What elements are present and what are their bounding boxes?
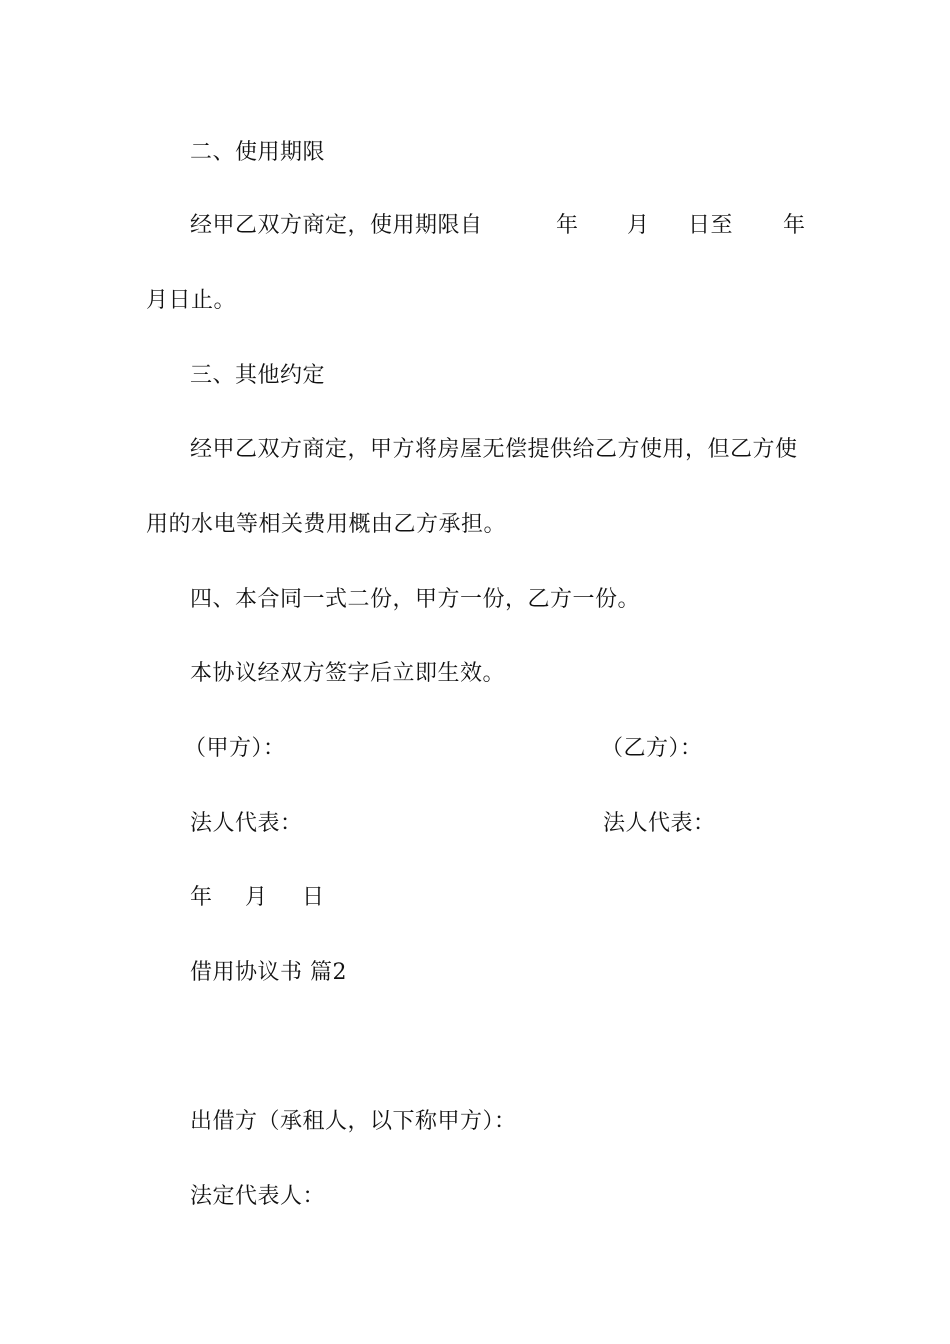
section-2-text-line-2: 月日止。	[146, 288, 237, 313]
legal-representative-line: 法定代表人：	[190, 1184, 326, 1209]
signature-date-day: 日	[302, 885, 325, 910]
next-agreement-title: 借用协议书 篇2	[190, 960, 347, 985]
signature-date-year: 年	[190, 885, 213, 910]
section-2-month: 月	[627, 213, 650, 238]
section-2-day-to: 日至	[688, 213, 734, 238]
party-a-label: （甲方）：	[184, 736, 286, 761]
party-a-representative: 法人代表：	[190, 811, 303, 836]
section-3-heading: 三、其他约定	[190, 363, 326, 388]
section-2-heading: 二、使用期限	[190, 140, 326, 165]
section-2-year-1: 年	[556, 213, 579, 238]
effective-clause: 本协议经双方签字后立即生效。	[190, 661, 506, 686]
party-b-representative: 法人代表：	[603, 811, 716, 836]
section-2-year-2: 年	[783, 213, 806, 238]
lender-party-line: 出借方（承租人，以下称甲方）：	[190, 1109, 517, 1134]
section-3-text-line-2: 用的水电等相关费用概由乙方承担。	[146, 512, 507, 537]
section-3-text-line-1: 经甲乙双方商定，甲方将房屋无偿提供给乙方使用，但乙方使	[190, 437, 798, 462]
signature-date-month: 月	[245, 885, 268, 910]
section-4-text: 四、本合同一式二份，甲方一份，乙方一份。	[190, 587, 641, 612]
section-2-text-part-1: 经甲乙双方商定，使用期限自	[190, 213, 483, 238]
party-b-label: （乙方）：	[601, 736, 703, 761]
